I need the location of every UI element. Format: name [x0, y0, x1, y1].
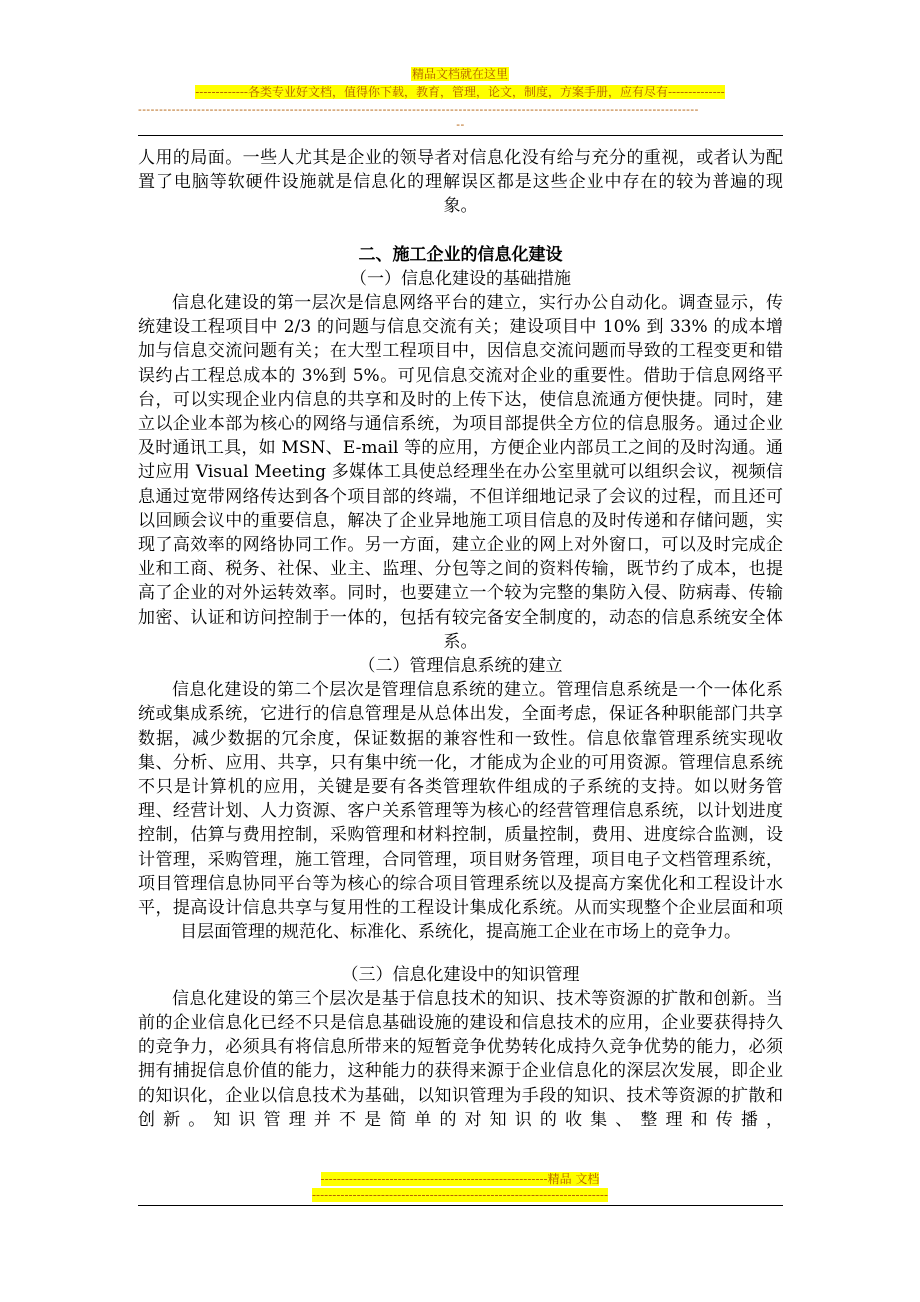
header-tagline: -------------各类专业好文档，值得你下载，教育，管理，论文，制度，方案手册，应有尽有-------------- [195, 85, 725, 99]
header-rule [138, 135, 783, 136]
intro-paragraph: 人用的局面。一些人尤其是企业的领导者对信息化没有给与充分的重视，或者认为配置了电脑等软硬件设施就是信息化的理解误区都是这些企业中存在的较为普遍的现象。 [138, 148, 783, 217]
subsection-title-3: （三）信息化建设中的知识管理 [341, 964, 580, 985]
paragraph-3: 信息化建设的第三个层次是基于信息技术的知识、技术等资源的扩散和创新。当前的企业信息化已经不只是信息基础设施的建设和信息技术的应用，企业要获得持久的竞争力，必须具有将信息所带来的短暂竞争优势转化成持久竞争优势的能力，必须拥有捕捉信息价值的能力，这种能力的获得来源于企业信息化的深层次发展，即企业的知识化，企业以信息技术为基础，以知识管理为手段的知识、技术等资源的扩散和创新。知识管理并不是简单的对知识的收集、整理和传播， [138, 988, 783, 1130]
paragraph-1: 信息化建设的第一层次是信息网络平台的建立，实行办公自动化。调查显示，传统建设工程项目中 2/3 的问题与信息交流有关；建设项目中 10% 到 33% 的成本增加与信息交流问题有关；在大型工程项目中，因信息交流问题而导致的工程变更和错误约占工程总成本的 3%到 5%。可见信息交流对企业的重要性。借助于信息网络平台，可以实现企业内信息的共享和及时的上传下达，使信息流通方便快捷。同时，建立以企业本部为核心的网络与通信系统，为项目部提供全方位的信息服务。通过企业及时通讯工具，如 MSN、E-mail 等的应用，方便企业内部员工之间的及时沟通。通过应用 Visual Meeting 多媒体工具使总经理坐在办公室里就可以组织会议，视频信息通过宽带网络传达到各个项目部的终端，不但详细地记录了会议的过程，而且还可以回顾会议中的重要信息，解决了企业异地施工项目信息的及时传递和存储问题，实现了高效率的网络协同工作。另一方面，建立企业的网上对外窗口，可以及时完成企业和工商、税务、社保、业主、监理、分包等之间的资料传输，既节约了成本，也提高了企业的对外运转效率。同时，也要建立一个较为完整的集防入侵、防病毒、传输加密、认证和访问控制于一体的，包括有较完备安全制度的，动态的信息系统安全体系。 [138, 293, 783, 652]
header-title: 精品文档就在这里 [411, 67, 508, 81]
footer-line-1: --------------------------------------------------------精品 文档 [320, 1172, 600, 1186]
header-separator-tail: -- [456, 118, 465, 131]
section-title: 二、施工企业的信息化建设 [358, 244, 563, 265]
footer-line-2: ------------------------------------------------------------------------- [312, 1188, 608, 1202]
footer-rule [138, 1205, 783, 1206]
subsection-title-1: （一）信息化建设的基础措施 [350, 268, 571, 289]
subsection-title-2: （二）管理信息系统的建立 [358, 656, 563, 677]
header-separator: ------------------------------------------------------------------------------------------------------------------------------------- [138, 103, 699, 116]
document-body [138, 146, 783, 1132]
paragraph-2: 信息化建设的第二个层次是管理信息系统的建立。管理信息系统是一个一体化系统或集成系统，它进行的信息管理是从总体出发，全面考虑，保证各种职能部门共享数据，减少数据的冗余度，保证数据的兼容性和一致性。信息依靠管理系统实现收集、分析、应用、共享，只有集中统一化，才能成为企业的可用资源。管理信息系统不只是计算机的应用，关键是要有各类管理软件组成的子系统的支持。如以财务管理、经营计划、人力资源、客户关系管理等为核心的经营管理信息系统，以计划进度控制，估算与费用控制，采购管理和材料控制，质量控制，费用、进度综合监测，设计管理，采购管理，施工管理，合同管理，项目财务管理，项目电子文档管理系统，项目管理信息协同平台等为核心的综合项目管理系统以及提高方案优化和工程设计水平，提高设计信息共享与复用性的工程设计集成化系统。从而实现整个企业层面和项目层面管理的规范化、标准化、系统化，提高施工企业在市场上的竞争力。 [138, 680, 783, 943]
